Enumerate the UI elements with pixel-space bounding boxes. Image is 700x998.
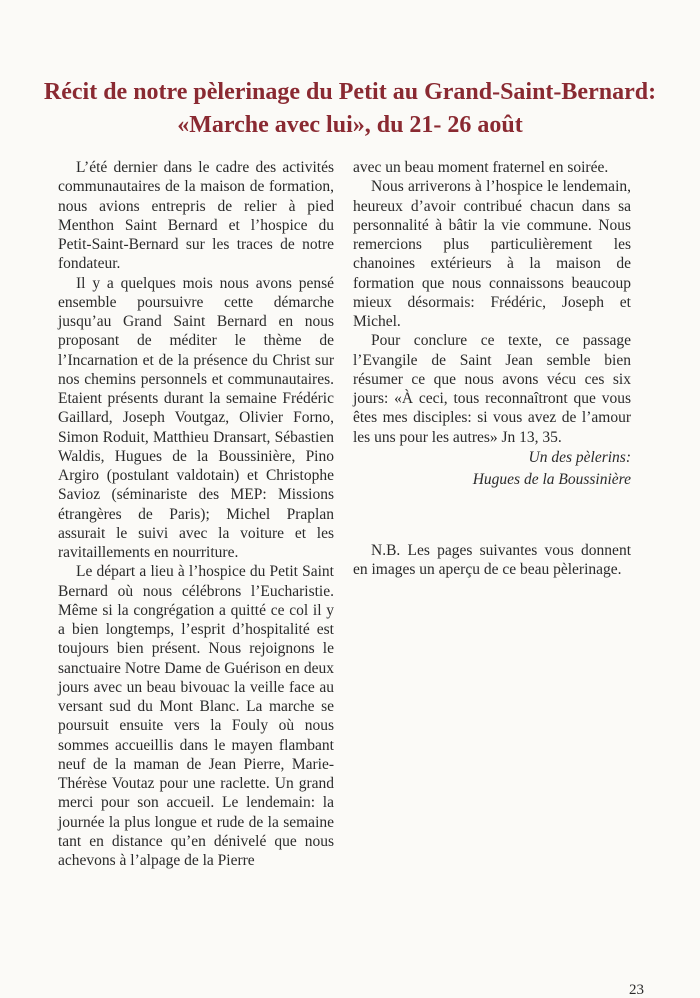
paragraph-participants: Il y a quelques mois nous avons pensé ensemble poursuivre cette démarche jusqu’au Grand Saint Bernard en nous proposant de méditer le thème de l’Incarnation et de la présence du Christ sur nos chemins personnels et communautaires. Etaient présents durant la semaine Frédéric Gaillard, Joseph Voutgaz, Olivier Forno, Simon Roduit, Matthieu Dransart, Sébastien Waldis, Hugues de la Boussinière, Pino Argiro (postulant valdotain) et Christophe Savioz (séminariste des MEP: Missions étrangères de Paris); Michel Praplan assurait le suivi avec la voiture et les ravitaillements en nourriture. (58, 274, 334, 561)
left-column (58, 158, 334, 870)
page-number: 23 (629, 982, 644, 998)
signature (353, 447, 631, 491)
paragraph-conclusion: Pour conclure ce texte, ce passage l’Evangile de Saint Jean semble bien résumer ce que nous avons vécu ces six jours: «À ceci, tous reconnaîtront que vous êtes mes disciples: si vous avez de l’amour les uns pour les autres» Jn 13, 35. (353, 332, 631, 446)
note-nb: N.B. Les pages suivantes vous donnent en images un aperçu de ce beau pèlerinage. (353, 541, 631, 578)
right-column (353, 158, 631, 579)
paragraph-continuation: avec un beau moment fraternel en soirée. (353, 159, 609, 176)
signature-line-1: Un des pèlerins: (528, 448, 631, 466)
signature-author: Hugues de la Boussinière (472, 470, 631, 488)
paragraph-intro: L’été dernier dans le cadre des activités communautaires de la maison de formation, nous avions entrepris de relier à pied Menthon Saint Bernard et l’hospice du Petit-Saint-Bernard sur les traces de notre fondateur. (58, 159, 334, 273)
article-title: Récit de notre pèlerinage du Petit au Grand-Saint-Bernard: «Marche avec lui», du 21- 26 août (43, 79, 657, 138)
paragraph-arrival: Nous arriverons à l’hospice le lendemain, heureux d’avoir contribué chacun dans sa personnalité à bâtir la vie commune. Nous remercions plus particulièrement les chanoines extérieurs à la maison de formation que nous connaissons beaucoup mieux désormais: Frédéric, Joseph et Michel. (353, 178, 631, 330)
paragraph-journey: Le départ a lieu à l’hospice du Petit Saint Bernard où nous célébrons l’Eucharistie. Même si la congrégation a quitté ce col il y a bien longtemps, l’esprit d’hospitalité est toujours bien présent. Nous rejoignons le sanctuaire Notre Dame de Guérison en deux jours avec un beau bivouac la veille face au versant sud du Mont Blanc. La marche se poursuit ensuite vers la Fouly où nous sommes accueillis dans le mayen flambant neuf de la maman de Jean Pierre, Marie-Thérèse Voutaz pour une raclette. Un grand merci pour son accueil. Le lendemain: la journée la plus longue et rude de la semaine tant en distance qu’en dénivelé que nous achevons à l’alpage de la Pierre (58, 563, 334, 869)
